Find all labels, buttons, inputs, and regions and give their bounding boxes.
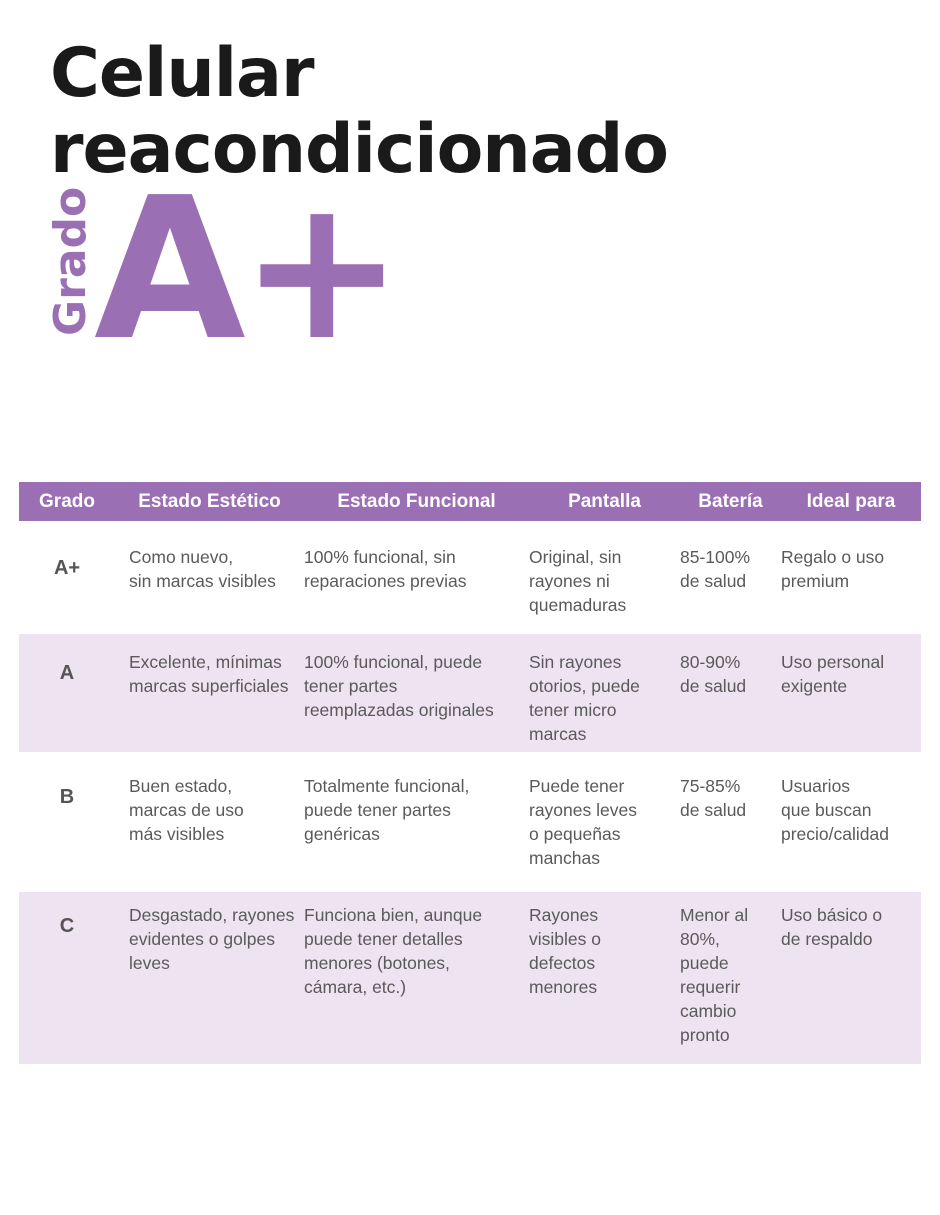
column-header-estado-funcional: Estado Funcional [304, 482, 529, 521]
cell-text: Como nuevo, sin marcas visibles [129, 547, 276, 591]
cell-text: Excelente, mínimas marcas superficiales [129, 652, 289, 696]
cell-bateria [680, 521, 781, 634]
column-header-estado-estetico: Estado Estético [115, 482, 304, 521]
cell-text: Sin rayones otorios, puede tener micro marcas [529, 652, 640, 744]
cell-text: Regalo o uso premium [781, 547, 885, 591]
cell-text: Rayones visibles o defectos menores [529, 905, 601, 997]
cell-text: 85-100% de salud [680, 547, 751, 591]
cell-text: Desgastado, rayones evidentes o golpes leves [129, 905, 295, 973]
cell-text: Funciona bien, aunque puede tener detalles menores (botones, cámara, etc.) [304, 905, 483, 997]
column-header-grado: Grado [19, 482, 115, 521]
grade-cell: B [59, 786, 75, 808]
column-header-pantalla: Pantalla [529, 482, 680, 521]
cell-text: Puede tener rayones leves o pequeñas manchas [529, 776, 637, 868]
page-title-line-2: reacondicionado [50, 110, 668, 189]
column-header-ideal-para: Ideal para [781, 482, 921, 521]
cell-estado-estetico [115, 892, 304, 1064]
cell-ideal-para [781, 892, 921, 1064]
table-row [19, 634, 921, 752]
grade-value: A+ [94, 156, 398, 384]
cell-pantalla [529, 634, 680, 752]
cell-text: 100% funcional, sin reparaciones previas [304, 547, 467, 591]
cell-pantalla [529, 521, 680, 634]
page-title-line-1: Celular [50, 34, 314, 113]
cell-estado-estetico [115, 521, 304, 634]
grade-cell: C [19, 892, 115, 1064]
grades-table-header [19, 482, 921, 521]
cell-text: Uso básico o de respaldo [781, 905, 883, 949]
cell-estado-funcional [304, 521, 529, 634]
cell-estado-funcional [304, 892, 529, 1064]
cell-text: 100% funcional, puede tener partes reemplazadas originales [304, 652, 494, 720]
cell-text: Totalmente funcional, puede tener partes genéricas [304, 776, 470, 844]
cell-text: Menor al 80%, puede requerir cambio pronto [680, 905, 749, 1045]
cell-estado-estetico [115, 752, 304, 892]
cell-ideal-para [781, 634, 921, 752]
header-row [19, 482, 921, 521]
cell-bateria [680, 752, 781, 892]
table-row [19, 752, 921, 892]
cell-text: Original, sin rayones ni quemaduras [529, 547, 627, 615]
cell-text: 75-85% de salud [680, 776, 747, 820]
grade-cell: A [19, 634, 115, 752]
grade-word-vertical: Grado [45, 186, 96, 336]
table-row [19, 521, 921, 634]
cell-text: Buen estado, marcas de uso más visibles [129, 776, 244, 844]
cell-bateria [680, 892, 781, 1064]
cell-ideal-para [781, 521, 921, 634]
cell-text: Usuarios que buscan precio/calidad [781, 776, 889, 844]
cell-pantalla [529, 892, 680, 1064]
cell-ideal-para [781, 752, 921, 892]
cell-estado-funcional [304, 752, 529, 892]
cell-text: Uso personal exigente [781, 652, 885, 696]
cell-bateria [680, 634, 781, 752]
cell-text: 80-90% de salud [680, 652, 747, 696]
cell-estado-estetico [115, 634, 304, 752]
column-header-bateria: Batería [680, 482, 781, 521]
cell-estado-funcional [304, 634, 529, 752]
cell-pantalla [529, 752, 680, 892]
grade-cell: A+ [53, 557, 81, 579]
table-row [19, 892, 921, 1064]
grades-table [19, 482, 921, 1064]
